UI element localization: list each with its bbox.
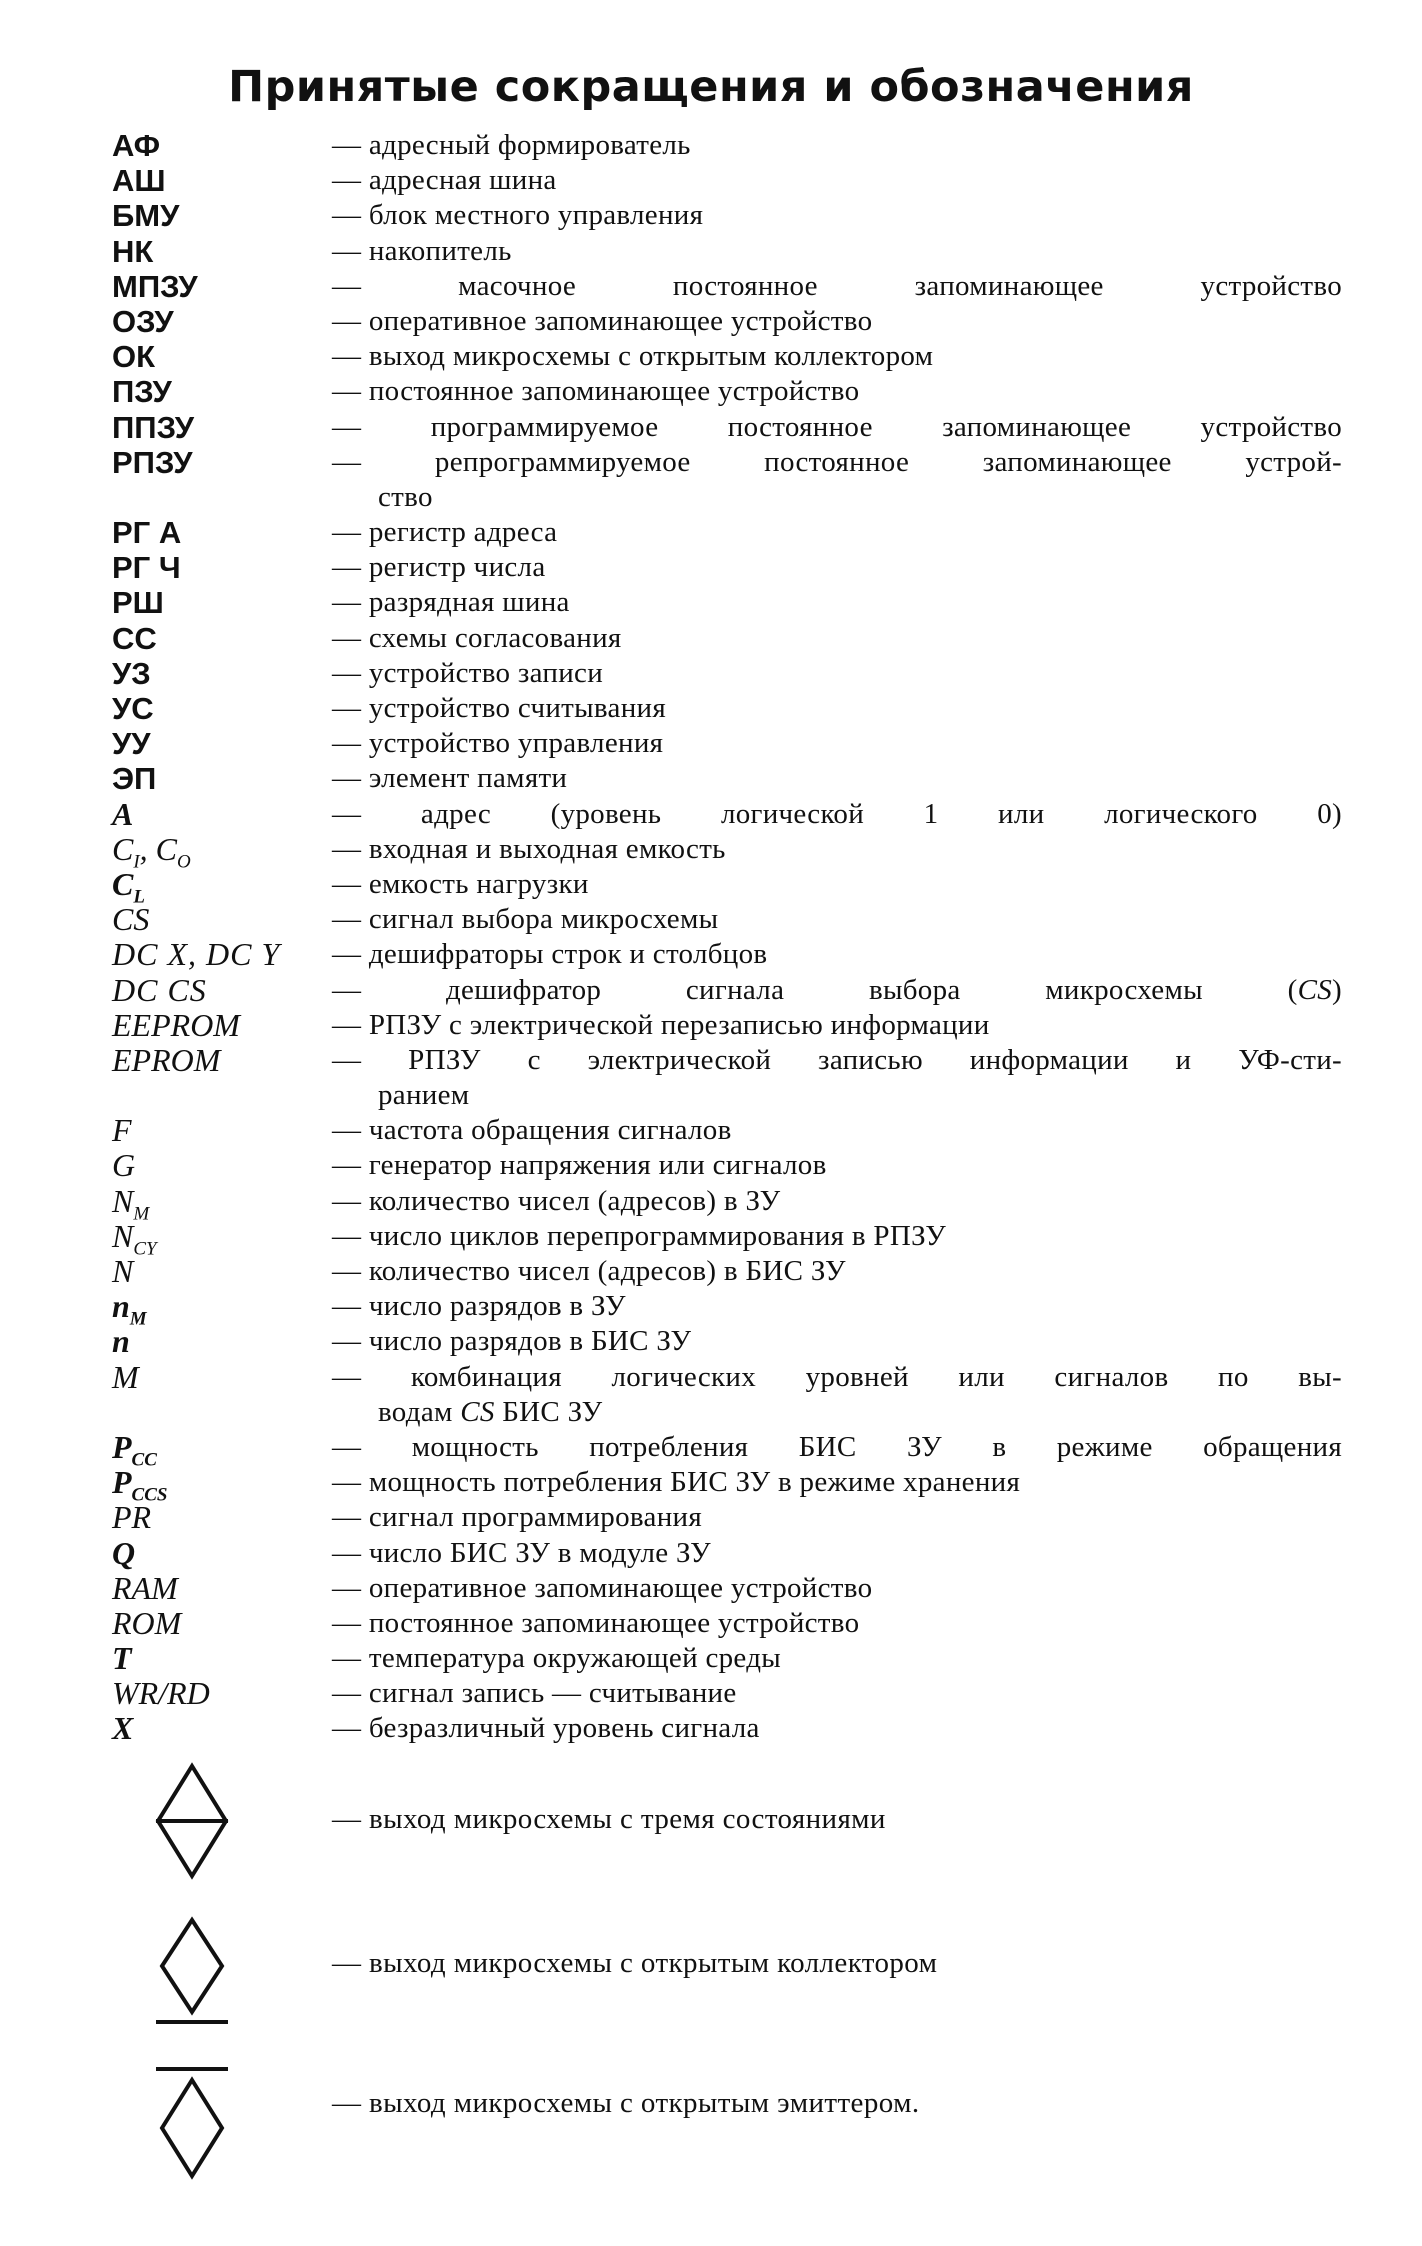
definition: — устройство записи (332, 656, 604, 689)
definition: — температура окружающей среды (332, 1642, 782, 1675)
definition: — оперативное запоминающее устройство (332, 304, 873, 337)
list-item (0, 1008, 1422, 1043)
list-item (0, 515, 1422, 550)
definition: — оперативное запоминающее устройство (332, 1571, 873, 1604)
list-item (0, 304, 1422, 339)
list-item (0, 1148, 1422, 1183)
definition-line: — комбинация логических уровней или сигналов по вы- (332, 1360, 1342, 1393)
list-item (0, 1428, 1422, 1471)
abbreviation: M (112, 1358, 139, 1395)
abbreviation: G (112, 1147, 136, 1184)
definition: — постоянное запоминающее устройство (332, 1606, 860, 1639)
list-item (0, 1606, 1422, 1641)
list-item (0, 1254, 1422, 1289)
abbreviation: DC X, DC Y (112, 936, 281, 973)
definition: — сигнал выбора микросхемы (332, 903, 719, 936)
definition: — блок местного управления (332, 199, 704, 232)
list-item (0, 550, 1422, 585)
abbreviation: УС (112, 691, 154, 727)
abbreviation: ОК (112, 339, 156, 375)
abbreviation: ППЗУ (112, 409, 195, 445)
abbreviation: РПЗУ (112, 444, 193, 480)
list-item (0, 339, 1422, 374)
list-item (0, 269, 1422, 304)
abbreviation: МПЗУ (112, 268, 198, 304)
list-item (0, 163, 1422, 198)
abbreviation: $N_{CY}$ (112, 1217, 157, 1260)
abbreviation: $P_{CCS}$ (112, 1464, 168, 1506)
list-item (0, 410, 1422, 445)
definition-line: — РПЗУ с электрической записью информации и УФ-сти- (332, 1043, 1342, 1076)
abbreviation: ROM (112, 1604, 182, 1641)
list-item (0, 937, 1422, 972)
definition: — частота обращения сигналов (332, 1114, 732, 1147)
symbol-definition: — выход микросхемы с открытым эмиттером. (332, 2087, 920, 2119)
list-item (0, 797, 1422, 832)
abbreviation: АШ (112, 163, 166, 199)
definition: — регистр адреса (332, 516, 558, 549)
abbreviation: $P_{CC}$ (112, 1428, 157, 1471)
definition: — безразличный уровень сигнала (332, 1712, 760, 1745)
list-item (0, 1571, 1422, 1606)
definition-continuation: водам CS БИС ЗУ (378, 1395, 603, 1428)
definition: — адресная шина (332, 164, 557, 197)
abbreviation: АФ (112, 128, 161, 163)
abbreviation: ОЗУ (112, 303, 174, 339)
definition: — программируемое постоянное запоминающее устройство (332, 410, 1342, 443)
definition: — регистр числа (332, 551, 546, 584)
definition: — дешифратор сигнала выбора микросхемы (CS) (332, 973, 1342, 1006)
abbreviation: РШ (112, 585, 164, 621)
abbreviation: $N_M$ (112, 1182, 150, 1225)
abbreviation: $n_M$ (112, 1288, 147, 1330)
list-item (0, 1536, 1422, 1571)
definition-continuation: ранием (378, 1079, 470, 1112)
definition: — число циклов перепрограммирования в РПЗУ (332, 1219, 947, 1252)
definition: — адресный формирователь (332, 129, 691, 161)
list-item (0, 585, 1422, 620)
definition-line: — репрограммируемое постоянное запоминающее устрой- (332, 445, 1342, 478)
list-item (0, 1043, 1422, 1113)
list-item (0, 128, 1422, 163)
list-item (0, 973, 1422, 1008)
list-item (0, 198, 1422, 233)
abbreviation: ЭП (112, 761, 157, 797)
definition: — сигнал программирования (332, 1501, 702, 1534)
abbreviation: СС (112, 620, 157, 656)
abbreviation: DC CS (112, 971, 207, 1008)
definition: — устройство считывания (332, 692, 666, 725)
symbol-definition: — выход микросхемы с тремя состояниями (332, 1803, 886, 1835)
list-item (0, 374, 1422, 409)
definition (332, 1043, 1342, 1113)
list-item (0, 1711, 1422, 1746)
abbreviation: A (112, 795, 134, 832)
definition: — адрес (уровень логической 1 или логического 0) (332, 797, 1342, 830)
list-item (0, 1324, 1422, 1359)
definition: — выход микросхемы с открытым коллектором (332, 340, 934, 373)
list-item (0, 445, 1422, 515)
list-item (0, 621, 1422, 656)
open-collector-output-icon (152, 1916, 232, 2028)
definition: — число разрядов в БИС ЗУ (332, 1325, 692, 1358)
abbreviation: N (112, 1253, 134, 1290)
abbreviation: RAM (112, 1569, 178, 1606)
abbreviation: ПЗУ (112, 374, 172, 410)
three-state-output-icon (152, 1762, 232, 1880)
definition: — мощность потребления БИС ЗУ в режиме обращения (332, 1430, 1342, 1463)
definition (332, 445, 1342, 515)
list-item (0, 1288, 1422, 1330)
list-item (0, 1217, 1422, 1260)
definition: — масочное постоянное запоминающее устройство (332, 269, 1342, 302)
open-emitter-output-icon (152, 2064, 232, 2182)
abbreviation: n (112, 1323, 130, 1360)
definition: — схемы согласования (332, 621, 622, 654)
abbreviation: Q (112, 1534, 136, 1571)
definition: — количество чисел (адресов) в ЗУ (332, 1184, 781, 1217)
abbreviation: CS (112, 901, 150, 938)
abbreviation: X (112, 1710, 134, 1747)
definition: — генератор напряжения или сигналов (332, 1149, 827, 1182)
page-title: Принятые сокращения и обозначения (228, 62, 1194, 112)
list-item (0, 1113, 1422, 1148)
abbreviation: PR (112, 1499, 152, 1536)
definition: — количество чисел (адресов) в БИС ЗУ (332, 1255, 846, 1288)
list-item (0, 1676, 1422, 1711)
abbreviation: $C_I$, $C_O$ (112, 830, 191, 873)
list-item (0, 1500, 1422, 1535)
definition: — емкость нагрузки (332, 867, 589, 900)
list-item (0, 656, 1422, 691)
definition: — постоянное запоминающее устройство (332, 375, 860, 408)
definition: — сигнал запись — считывание (332, 1677, 737, 1710)
definition: — накопитель (332, 234, 512, 267)
list-item (0, 1464, 1422, 1506)
definition: — разрядная шина (332, 586, 570, 619)
list-item (0, 1641, 1422, 1676)
abbreviation: УУ (112, 726, 151, 762)
abbreviation: НК (112, 233, 154, 269)
abbreviation: РГ А (112, 515, 182, 551)
definition: — входная и выходная емкость (332, 832, 726, 865)
definition (332, 1360, 1342, 1430)
list-item (0, 726, 1422, 761)
abbreviation: WR/RD (112, 1675, 210, 1712)
list-item (0, 761, 1422, 796)
symbol-definition: — выход микросхемы с открытым коллектором (332, 1947, 938, 1979)
list-item (0, 691, 1422, 726)
list-item (0, 902, 1422, 937)
definition: — мощность потребления БИС ЗУ в режиме хранения (332, 1466, 1021, 1499)
definition: — число разрядов в ЗУ (332, 1290, 626, 1323)
abbreviation: УЗ (112, 655, 151, 691)
abbreviation: T (112, 1640, 132, 1677)
list-item (0, 1360, 1422, 1430)
list-item (0, 234, 1422, 269)
abbreviation: F (112, 1112, 132, 1149)
definition: — РПЗУ с электрической перезаписью информации (332, 1008, 990, 1041)
definition-continuation: ство (378, 480, 433, 513)
list-item (0, 830, 1422, 873)
definition: — устройство управления (332, 727, 664, 760)
abbreviation: РГ Ч (112, 550, 181, 586)
definition: — дешифраторы строк и столбцов (332, 938, 768, 971)
list-item (0, 1182, 1422, 1225)
definition: — число БИС ЗУ в модуле ЗУ (332, 1536, 711, 1569)
list-item (0, 865, 1422, 908)
abbreviation: EPROM (112, 1041, 221, 1078)
abbreviation: EEPROM (112, 1006, 240, 1043)
definition: — элемент памяти (332, 762, 568, 795)
abbreviation: БМУ (112, 198, 180, 234)
abbreviation: $C_L$ (112, 865, 145, 908)
abbreviation-list (0, 128, 1422, 1747)
